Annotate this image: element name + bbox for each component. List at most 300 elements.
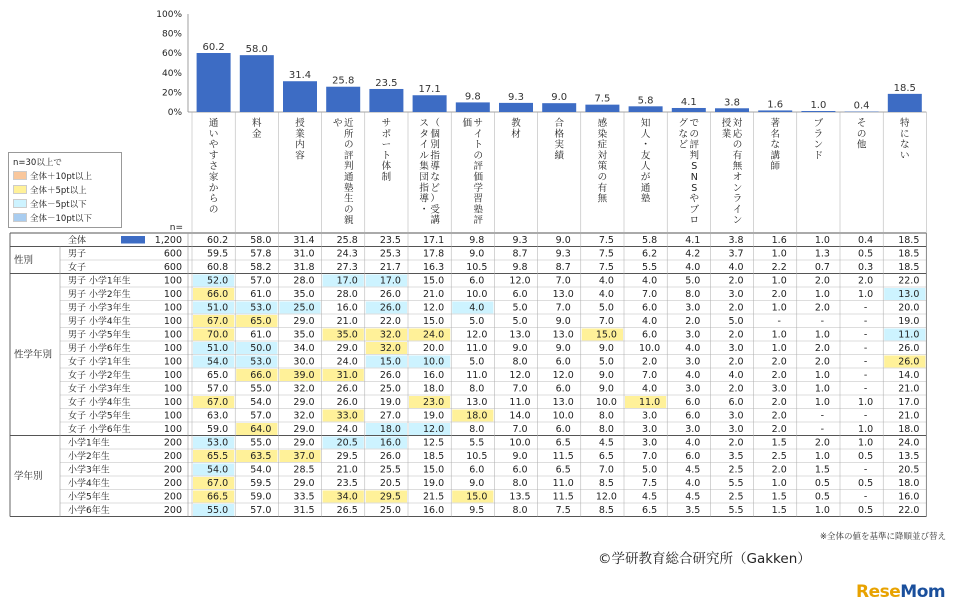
table-cell: 3.0 bbox=[642, 410, 658, 422]
table-cell: 19.0 bbox=[379, 397, 401, 408]
table-cell: 59.5 bbox=[250, 478, 272, 489]
table-cell: 26.5 bbox=[336, 505, 358, 516]
table-cell: 26.0 bbox=[379, 302, 401, 314]
row-n: 100 bbox=[163, 289, 182, 300]
table-cell: 13.5 bbox=[509, 491, 531, 503]
table-cell: 2.0 bbox=[728, 329, 744, 341]
bar-value-label: 7.5 bbox=[594, 93, 611, 105]
table-cell: 7.5 bbox=[642, 478, 658, 489]
bar bbox=[326, 87, 360, 112]
row-label: 女子 小学5年生 bbox=[68, 411, 131, 422]
table-cell: 3.0 bbox=[728, 410, 744, 422]
table-cell: 7.0 bbox=[555, 275, 571, 287]
table-cell: 2.0 bbox=[728, 275, 744, 287]
table-cell: 3.0 bbox=[728, 289, 744, 300]
table-cell: 21.0 bbox=[336, 464, 358, 476]
table-cell: 21.0 bbox=[423, 289, 445, 300]
table-cell: 4.0 bbox=[685, 437, 701, 449]
table-cell: 11.5 bbox=[552, 491, 574, 503]
row-n: 100 bbox=[163, 275, 182, 287]
table-cell: 55.0 bbox=[250, 383, 272, 395]
bar-value-label: 18.5 bbox=[893, 82, 916, 94]
bar bbox=[585, 105, 619, 112]
table-cell: 67.0 bbox=[207, 397, 229, 408]
table-cell: 18.0 bbox=[898, 478, 920, 489]
row-label: 男子 小学5年生 bbox=[68, 330, 131, 341]
row-n: 100 bbox=[163, 329, 182, 341]
table-cell: 1.0 bbox=[771, 329, 787, 341]
table-cell: 18.5 bbox=[898, 248, 920, 260]
table-cell: - bbox=[863, 329, 868, 341]
table-cell: 5.0 bbox=[642, 464, 658, 476]
bar bbox=[283, 81, 317, 112]
table-cell: 10.5 bbox=[466, 262, 488, 273]
table-cell: 15.0 bbox=[379, 356, 401, 368]
copyright-text: ©学研教育総合研究所（Gakken） bbox=[598, 551, 811, 567]
table-cell: 8.0 bbox=[512, 478, 528, 489]
table-cell: 32.0 bbox=[293, 410, 315, 422]
table-cell: - bbox=[820, 316, 825, 327]
table-cell: 1.0 bbox=[771, 275, 787, 287]
table-cell: 52.0 bbox=[207, 275, 229, 287]
row-label: 小学3年生 bbox=[68, 465, 110, 476]
row-label: 小学4年生 bbox=[68, 479, 110, 489]
table-cell: 27.0 bbox=[379, 410, 401, 422]
table-cell: 6.5 bbox=[642, 505, 658, 516]
sort-note: ※全体の値を基準に降順並び替え bbox=[819, 532, 946, 542]
table-cell: 5.0 bbox=[685, 275, 701, 287]
table-cell: 55.0 bbox=[207, 505, 229, 516]
category-label: 対応の有無オンライン授業 bbox=[721, 118, 743, 227]
bar-value-label: 1.6 bbox=[767, 99, 784, 111]
row-n: 200 bbox=[163, 464, 182, 476]
table-cell: 13.0 bbox=[466, 397, 488, 408]
table-cell: - bbox=[863, 356, 868, 368]
y-tick-label: 80% bbox=[161, 29, 182, 40]
row-n: 100 bbox=[163, 356, 182, 368]
table-cell: 12.0 bbox=[552, 370, 574, 381]
table-cell: 6.0 bbox=[555, 356, 571, 368]
n-label: n= bbox=[169, 223, 183, 233]
table-cell: 24.0 bbox=[336, 424, 358, 435]
category-label: 合格実績 bbox=[554, 118, 564, 162]
bar bbox=[413, 95, 447, 112]
table-cell: 1.5 bbox=[771, 437, 787, 449]
table-cell: 0.3 bbox=[858, 262, 874, 273]
table-cell: 18.0 bbox=[423, 383, 445, 395]
table-cell: 2.0 bbox=[771, 289, 787, 300]
table-cell: 15.0 bbox=[466, 491, 488, 503]
table-cell: 9.0 bbox=[512, 451, 528, 462]
category-label: サイトの評価学習塾評価 bbox=[462, 118, 484, 227]
table-cell: 6.5 bbox=[555, 464, 571, 476]
category-label: サポート体制 bbox=[381, 118, 392, 183]
table-cell: 22.0 bbox=[898, 505, 920, 516]
group-label: 性別 bbox=[14, 255, 34, 266]
table-cell: 0.4 bbox=[858, 235, 874, 246]
table-cell: 5.0 bbox=[598, 302, 614, 314]
table-cell: 4.0 bbox=[685, 343, 701, 354]
table-cell: 54.0 bbox=[250, 464, 272, 476]
table-cell: 1.0 bbox=[858, 397, 874, 408]
table-cell: 7.5 bbox=[598, 248, 614, 260]
table-cell: 0.7 bbox=[814, 262, 830, 273]
table-cell: 1.0 bbox=[814, 383, 830, 395]
table-cell: 1.5 bbox=[771, 491, 787, 503]
row-n: 200 bbox=[163, 505, 182, 516]
group-label: 学年別 bbox=[14, 471, 43, 482]
table-cell: 0.5 bbox=[858, 478, 874, 489]
table-cell: 50.0 bbox=[250, 343, 272, 354]
table-cell: 63.0 bbox=[207, 410, 229, 422]
table-cell: 20.5 bbox=[379, 478, 401, 489]
bar-value-label: 31.4 bbox=[288, 70, 312, 82]
table-cell: - bbox=[863, 316, 868, 327]
table-cell: 3.7 bbox=[728, 248, 744, 260]
category-label: 特にない bbox=[900, 118, 910, 162]
table-cell: 13.5 bbox=[898, 451, 920, 462]
table-cell: 6.0 bbox=[685, 410, 701, 422]
table-cell: 7.0 bbox=[512, 424, 528, 435]
table-cell: 58.0 bbox=[250, 235, 272, 246]
table-cell: 32.0 bbox=[293, 383, 315, 395]
table-cell: 1.0 bbox=[814, 451, 830, 462]
table-cell: 29.5 bbox=[336, 451, 358, 462]
table-cell: 7.5 bbox=[598, 262, 614, 273]
table-cell: 26.0 bbox=[379, 451, 401, 462]
table-cell: 1.0 bbox=[814, 235, 830, 246]
table-cell: 2.0 bbox=[814, 437, 830, 449]
row-label: 男子 小学2年生 bbox=[68, 290, 131, 300]
table-cell: 4.5 bbox=[685, 464, 701, 476]
table-cell: 8.0 bbox=[598, 410, 614, 422]
table-cell: 13.0 bbox=[552, 289, 574, 300]
group-label: 性学年別 bbox=[14, 349, 53, 361]
table-cell: 15.0 bbox=[423, 316, 445, 327]
category-label: 料金 bbox=[252, 118, 262, 140]
table-cell: 34.0 bbox=[293, 343, 315, 354]
table-cell: 30.0 bbox=[293, 356, 315, 368]
table-cell: 4.5 bbox=[685, 491, 701, 503]
row-label: 小学6年生 bbox=[68, 506, 110, 516]
table-cell: 16.0 bbox=[423, 505, 445, 516]
table-cell: 14.0 bbox=[898, 370, 920, 381]
table-cell: 3.0 bbox=[642, 424, 658, 435]
row-label: 女子 小学1年生 bbox=[68, 357, 131, 368]
table-cell: 1.0 bbox=[814, 505, 830, 516]
table-cell: 61.0 bbox=[250, 289, 272, 300]
table-cell: 1.3 bbox=[814, 248, 830, 260]
table-cell: 29.0 bbox=[293, 437, 315, 449]
table-cell: 9.3 bbox=[512, 235, 528, 246]
table-cell: 2.0 bbox=[728, 437, 744, 449]
table-cell: 2.0 bbox=[728, 383, 744, 395]
table-cell: 13.0 bbox=[509, 329, 531, 341]
table-cell: 12.5 bbox=[423, 437, 445, 449]
table-cell: 3.0 bbox=[685, 302, 701, 314]
table-cell: 18.5 bbox=[898, 262, 920, 273]
row-label: 男子 bbox=[68, 249, 87, 260]
table-cell: 4.0 bbox=[642, 316, 658, 327]
table-cell: 57.0 bbox=[207, 383, 229, 395]
table-cell: 6.0 bbox=[728, 397, 744, 408]
table-cell: 12.0 bbox=[509, 370, 531, 381]
table-cell: 9.0 bbox=[555, 235, 571, 246]
table-cell: 5.0 bbox=[512, 316, 528, 327]
table-cell: 8.0 bbox=[598, 424, 614, 435]
table-cell: 9.3 bbox=[555, 248, 571, 260]
table-cell: 5.0 bbox=[469, 316, 485, 327]
table-cell: 1.0 bbox=[858, 437, 874, 449]
table-cell: 65.0 bbox=[250, 316, 272, 327]
table-cell: 23.0 bbox=[423, 397, 445, 408]
table-cell: 12.0 bbox=[423, 302, 445, 314]
table-cell: 2.0 bbox=[771, 464, 787, 476]
table-cell: 3.0 bbox=[728, 424, 744, 435]
table-cell: 13.0 bbox=[552, 329, 574, 341]
table-cell: 9.0 bbox=[555, 343, 571, 354]
table-cell: 39.0 bbox=[293, 370, 315, 381]
table-cell: 9.0 bbox=[512, 343, 528, 354]
table-cell: 63.5 bbox=[250, 451, 272, 462]
table-cell: 53.0 bbox=[250, 356, 272, 368]
bar-value-label: 25.8 bbox=[332, 75, 355, 87]
table-cell: 4.5 bbox=[642, 491, 658, 503]
table-cell: 31.0 bbox=[293, 248, 315, 260]
legend-swatch bbox=[13, 213, 27, 222]
table-cell: 3.8 bbox=[728, 235, 744, 246]
legend-label: 全体＋10pt以上 bbox=[30, 171, 93, 182]
table-cell: 31.8 bbox=[293, 262, 315, 273]
table-cell: 32.0 bbox=[379, 329, 401, 341]
table-cell: 4.0 bbox=[598, 289, 614, 300]
table-cell: 7.0 bbox=[642, 289, 658, 300]
table-cell: 7.0 bbox=[598, 464, 614, 476]
table-cell: 22.0 bbox=[379, 316, 401, 327]
table-cell: 12.0 bbox=[423, 424, 445, 435]
y-tick-label: 20% bbox=[161, 88, 182, 99]
table-cell: 9.5 bbox=[469, 505, 485, 516]
table-cell: 25.3 bbox=[379, 248, 401, 260]
table-cell: 5.0 bbox=[512, 302, 528, 314]
table-cell: 22.0 bbox=[898, 275, 920, 287]
row-n: 200 bbox=[163, 478, 182, 489]
table-cell: 8.0 bbox=[469, 383, 485, 395]
row-label: 女子 小学3年生 bbox=[68, 384, 131, 395]
table-cell: 6.0 bbox=[469, 275, 485, 287]
table-cell: 6.5 bbox=[555, 437, 571, 449]
table-cell: 1.5 bbox=[814, 464, 830, 476]
table-cell: 4.0 bbox=[728, 262, 744, 273]
table-cell: 57.0 bbox=[250, 505, 272, 516]
row-n: 200 bbox=[163, 437, 182, 449]
table-cell: 17.1 bbox=[423, 235, 445, 246]
table-cell: 17.0 bbox=[336, 275, 358, 287]
table-cell: 18.5 bbox=[898, 235, 920, 246]
table-cell: 4.0 bbox=[728, 370, 744, 381]
table-cell: 19.0 bbox=[423, 478, 445, 489]
table-cell: 33.5 bbox=[293, 491, 315, 503]
legend-swatch bbox=[13, 199, 27, 208]
table-cell: 32.0 bbox=[379, 343, 401, 354]
category-label: 近所の評判通塾生の親や bbox=[332, 118, 354, 227]
table-cell: 65.0 bbox=[207, 370, 229, 381]
table-cell: 20.5 bbox=[898, 464, 920, 476]
table-cell: 10.0 bbox=[595, 397, 617, 408]
table-cell: 60.8 bbox=[207, 262, 229, 273]
table-cell: 19.0 bbox=[898, 316, 920, 327]
table-cell: 3.5 bbox=[685, 505, 701, 516]
bar bbox=[542, 103, 576, 112]
table-cell: 29.0 bbox=[293, 424, 315, 435]
resemom-logo bbox=[856, 582, 945, 602]
category-label: （個別指導など）受講スタイル集団指導・ bbox=[419, 118, 440, 227]
table-cell: 2.0 bbox=[771, 410, 787, 422]
row-n: 100 bbox=[163, 370, 182, 381]
table-cell: 10.5 bbox=[466, 451, 488, 462]
table-cell: 8.0 bbox=[685, 289, 701, 300]
y-tick-label: 60% bbox=[161, 49, 182, 60]
table-cell: 64.0 bbox=[250, 424, 272, 435]
table-cell: 0.5 bbox=[814, 478, 830, 489]
table-cell: 54.0 bbox=[207, 356, 229, 368]
table-cell: 5.0 bbox=[469, 356, 485, 368]
table-cell: 18.0 bbox=[466, 410, 488, 422]
bar-value-label: 9.0 bbox=[551, 92, 568, 104]
table-cell: 1.6 bbox=[771, 235, 787, 246]
table-cell: 18.0 bbox=[898, 424, 920, 435]
table-cell: 66.5 bbox=[207, 491, 229, 503]
table-cell: - bbox=[820, 410, 825, 422]
table-cell: 12.0 bbox=[466, 329, 488, 341]
table-cell: 6.0 bbox=[512, 464, 528, 476]
table-cell: 1.0 bbox=[858, 289, 874, 300]
table-cell: 6.5 bbox=[598, 451, 614, 462]
table-cell: - bbox=[863, 302, 868, 314]
table-cell: 15.0 bbox=[595, 329, 617, 341]
table-cell: 60.2 bbox=[207, 235, 229, 246]
table-cell: 1.0 bbox=[814, 289, 830, 300]
table-cell: 6.0 bbox=[685, 397, 701, 408]
table-cell: 57.0 bbox=[250, 275, 272, 287]
category-label: 知人・友人が通塾 bbox=[640, 118, 651, 205]
bar bbox=[801, 111, 835, 112]
table-cell: 16.0 bbox=[336, 302, 358, 314]
table-cell: 3.0 bbox=[685, 356, 701, 368]
table-cell: 11.0 bbox=[639, 397, 661, 408]
table-cell: 11.5 bbox=[552, 451, 574, 462]
row-n: 100 bbox=[163, 316, 182, 327]
table-cell: 2.0 bbox=[642, 356, 658, 368]
table-cell: 59.0 bbox=[207, 424, 229, 435]
table-cell: 51.0 bbox=[207, 343, 229, 354]
row-label: 女子 小学4年生 bbox=[68, 398, 131, 408]
table-cell: 20.5 bbox=[336, 437, 358, 449]
table-cell: 7.5 bbox=[555, 505, 571, 516]
table-cell: 16.0 bbox=[379, 437, 401, 449]
table-cell: - bbox=[863, 383, 868, 395]
row-n: 100 bbox=[163, 343, 182, 354]
category-label: 授業内容 bbox=[295, 118, 305, 162]
table-cell: 51.0 bbox=[207, 302, 229, 314]
table-cell: 59.5 bbox=[207, 248, 229, 260]
bar-value-label: 23.5 bbox=[375, 77, 398, 89]
table-cell: 2.0 bbox=[728, 356, 744, 368]
category-label: での評判 S N S やブログなど bbox=[678, 118, 700, 227]
table-cell: 9.0 bbox=[469, 248, 485, 260]
table-cell: 25.0 bbox=[379, 505, 401, 516]
table-cell: 9.0 bbox=[469, 478, 485, 489]
table-cell: 6.0 bbox=[555, 383, 571, 395]
table-cell: 4.1 bbox=[685, 235, 701, 246]
table-cell: 4.0 bbox=[685, 370, 701, 381]
table-cell: 17.0 bbox=[379, 275, 401, 287]
table-cell: 3.0 bbox=[642, 437, 658, 449]
table-cell: 31.0 bbox=[336, 370, 358, 381]
table-cell: - bbox=[863, 491, 868, 503]
row-label: 男子 小学3年生 bbox=[68, 303, 131, 314]
table-cell: 2.0 bbox=[685, 316, 701, 327]
table-cell: 1.0 bbox=[771, 343, 787, 354]
category-label: 著名な講師 bbox=[770, 118, 780, 173]
bar-value-label: 1.0 bbox=[810, 100, 827, 112]
table-cell: 17.8 bbox=[423, 248, 445, 260]
table-cell: 31.4 bbox=[293, 235, 315, 246]
table-cell: 8.5 bbox=[598, 505, 614, 516]
legend-item-minus10 bbox=[13, 212, 92, 223]
table-cell: 2.0 bbox=[728, 302, 744, 314]
table-cell: 1.0 bbox=[771, 248, 787, 260]
table-cell: 70.0 bbox=[207, 329, 229, 341]
table-cell: 2.0 bbox=[814, 343, 830, 354]
table-cell: 7.0 bbox=[598, 316, 614, 327]
table-cell: 9.0 bbox=[598, 383, 614, 395]
table-cell: 59.0 bbox=[250, 491, 272, 503]
table-cell: 10.0 bbox=[552, 410, 574, 422]
table-cell: 28.0 bbox=[336, 289, 358, 300]
table-cell: 2.0 bbox=[771, 424, 787, 435]
table-cell: 1.0 bbox=[771, 302, 787, 314]
table-cell: 8.0 bbox=[512, 505, 528, 516]
table-cell: 6.2 bbox=[642, 248, 658, 260]
table-cell: 7.0 bbox=[642, 451, 658, 462]
row-n: 100 bbox=[163, 302, 182, 314]
table-cell: 15.0 bbox=[423, 275, 445, 287]
table-cell: 26.0 bbox=[336, 383, 358, 395]
row-label: 男子 小学1年生 bbox=[68, 276, 131, 287]
table-cell: 2.0 bbox=[814, 302, 830, 314]
row-label: 男子 小学6年生 bbox=[68, 344, 131, 354]
legend-title: n=30以上で bbox=[13, 158, 62, 168]
table-cell: 28.0 bbox=[293, 275, 315, 287]
row-n: 600 bbox=[163, 248, 182, 260]
row-n: 200 bbox=[163, 451, 182, 462]
table-cell: 11.0 bbox=[898, 329, 920, 341]
table-cell: 3.5 bbox=[728, 451, 744, 462]
table-cell: 21.0 bbox=[336, 316, 358, 327]
table-cell: 67.0 bbox=[207, 316, 229, 327]
table-cell: 6.0 bbox=[555, 424, 571, 435]
table-cell: 8.7 bbox=[555, 262, 571, 273]
table-cell: 2.5 bbox=[771, 451, 787, 462]
total-mini-bar bbox=[121, 236, 145, 244]
bar-value-label: 58.0 bbox=[245, 44, 268, 56]
table-cell: 8.7 bbox=[512, 248, 528, 260]
table-cell: 26.0 bbox=[898, 356, 920, 368]
table-cell: 35.0 bbox=[336, 329, 358, 341]
table-cell: 4.0 bbox=[685, 478, 701, 489]
table-cell: 1.0 bbox=[814, 370, 830, 381]
